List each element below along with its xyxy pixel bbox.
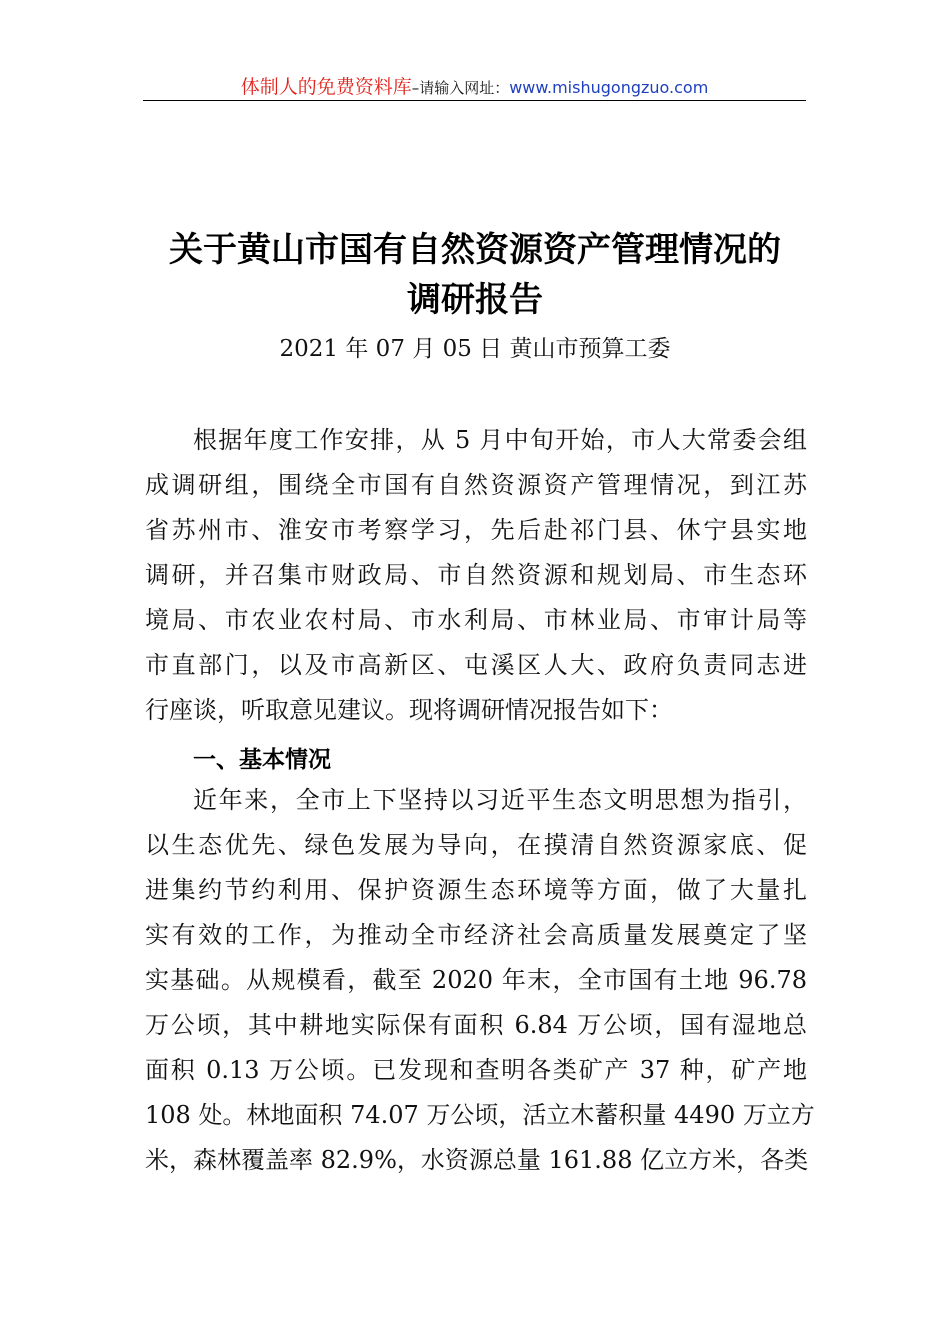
paragraph-line: 行座谈，听取意见建议。现将调研情况报告如下：: [145, 696, 673, 724]
paragraph-line: 实基础。从规模看，截至 2020 年末，全市国有土地 96.78: [145, 966, 807, 994]
paragraph-line: 实有效的工作，为推动全市经济社会高质量发展奠定了坚: [145, 921, 807, 949]
site-header: [143, 72, 806, 101]
paragraph-line: 进集约节约利用、保护资源生态环境等方面，做了大量扎: [145, 876, 807, 904]
site-url-link[interactable]: www.mishugongzuo.com: [509, 78, 709, 97]
paragraph-line: 以生态优先、绿色发展为导向，在摸清自然资源家底、促: [145, 831, 807, 859]
paragraph-line: 万公顷，其中耕地实际保有面积 6.84 万公顷，国有湿地总: [145, 1011, 807, 1039]
paragraph-line: 108 处。林地面积 74.07 万公顷，活立木蓄积量 4490 万立方: [145, 1101, 815, 1129]
paragraph-line: 面积 0.13 万公顷。已发现和查明各类矿产 37 种，矿产地: [145, 1056, 807, 1084]
paragraph-line: 米，森林覆盖率 82.9%，水资源总量 161.88 亿立方米，各类: [145, 1146, 809, 1174]
section-heading: 一、基本情况: [193, 747, 331, 773]
paragraph-line: 省苏州市、淮安市考察学习，先后赴祁门县、休宁县实地: [145, 516, 807, 544]
site-prompt: –请输入网址：: [411, 79, 510, 97]
document-title-line-1: 关于黄山市国有自然资源资产管理情况的: [169, 230, 781, 270]
document-title-line-2: 调研报告: [407, 280, 543, 320]
paragraph-line: 境局、市农业农村局、市水利局、市林业局、市审计局等: [145, 606, 807, 634]
site-brand: 体制人的免费资料库: [240, 76, 412, 98]
paragraph-line: 近年来，全市上下坚持以习近平生态文明思想为指引，: [193, 786, 807, 814]
paragraph-line: 调研，并召集市财政局、市自然资源和规划局、市生态环: [145, 561, 807, 589]
document-date-and-author: 2021 年 07 月 05 日 黄山市预算工委: [279, 336, 671, 362]
paragraph-line: 成调研组，围绕全市国有自然资源资产管理情况，到江苏: [145, 471, 807, 499]
paragraph-line: 根据年度工作安排，从 5 月中旬开始，市人大常委会组: [193, 426, 807, 454]
paragraph-line: 市直部门，以及市高新区、屯溪区人大、政府负责同志进: [145, 651, 807, 679]
